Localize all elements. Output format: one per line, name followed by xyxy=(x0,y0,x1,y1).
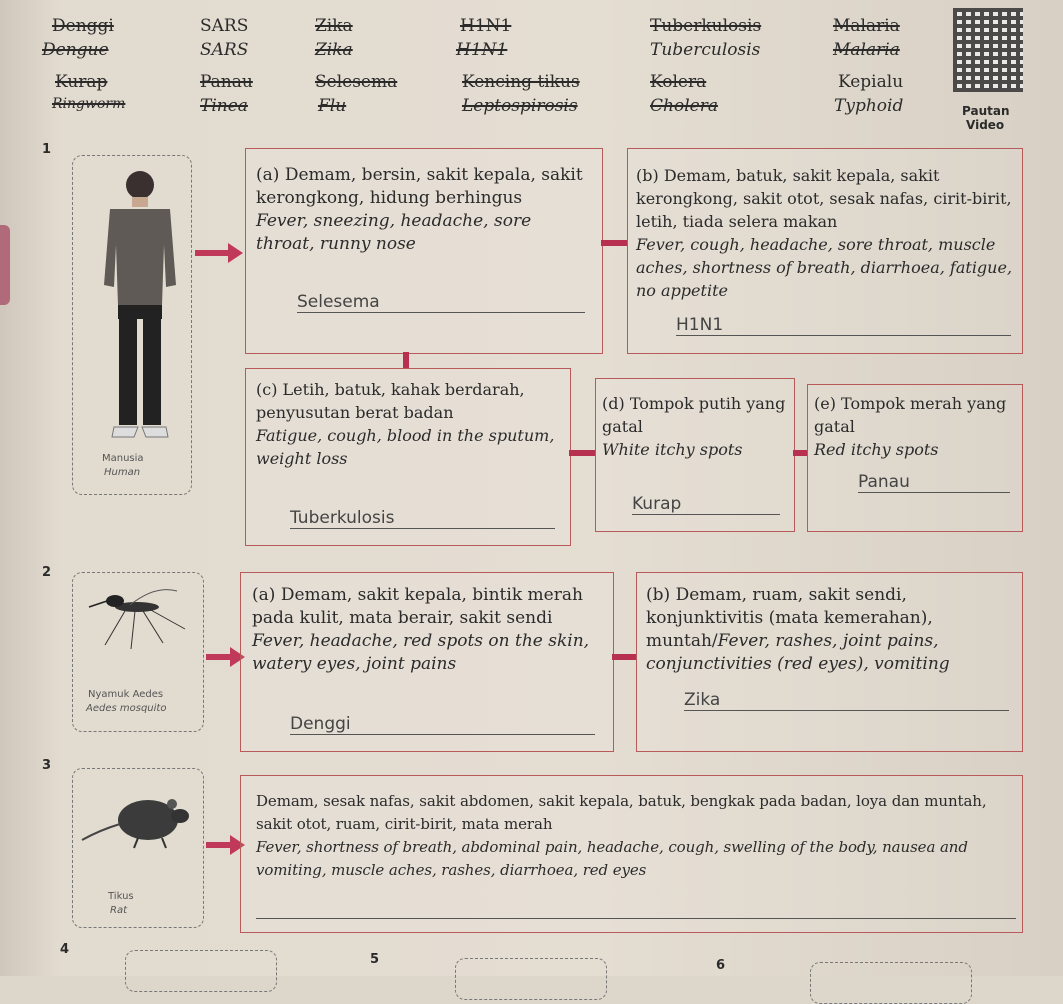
word-ms-11: Kolera xyxy=(650,72,707,92)
section-6-image-panel xyxy=(810,962,972,1004)
section-3-caption-en: Rat xyxy=(110,905,127,916)
section-1-c-en: Fatigue, cough, blood in the sputum, weight loss xyxy=(256,426,555,468)
section-2-a-text xyxy=(252,584,602,676)
qr-label-pautan: Pautan xyxy=(962,104,1010,118)
section-1-e-en: Red itchy spots xyxy=(814,440,939,459)
section-1-a-en: Fever, sneezing, headache, sore throat, runny nose xyxy=(256,211,532,254)
section-1-arrow xyxy=(195,250,229,256)
section-2-b-label: (b) xyxy=(646,585,671,605)
section-1-b-answer[interactable]: H1N1 xyxy=(676,315,1011,336)
section-2-caption-en: Aedes mosquito xyxy=(86,703,167,714)
section-1-caption-en: Human xyxy=(104,467,141,478)
section-3-answer[interactable] xyxy=(256,904,1016,919)
section-1-b-en: Fever, cough, headache, sore throat, muscle aches, shortness of breath, diarrhoea, fatigue, no appetite xyxy=(636,235,1013,300)
section-1-a-label: (a) xyxy=(256,165,280,185)
section-5-number: 5 xyxy=(370,952,380,967)
section-1-d-label: (d) xyxy=(602,394,625,413)
connector-a-c xyxy=(403,352,409,368)
section-1-a-ms: Demam, bersin, sakit kepala, sakit kerongkong, hidung berhingus xyxy=(256,165,583,208)
section-1-b-label: (b) xyxy=(636,166,659,185)
word-en-5: Tuberculosis xyxy=(650,40,761,60)
section-1-d-ms: Tompok putih yang gatal xyxy=(602,394,786,436)
section-1-b-text xyxy=(636,164,1016,302)
section-1-a-answer[interactable]: Selesema xyxy=(297,292,585,313)
word-ms-2: SARS xyxy=(200,16,249,36)
word-ms-9: Selesema xyxy=(315,72,398,92)
word-en-1: Dengue xyxy=(42,40,109,60)
section-4-number: 4 xyxy=(60,942,70,957)
word-ms-6: Malaria xyxy=(833,16,900,36)
rat-icon xyxy=(80,790,190,850)
section-1-number: 1 xyxy=(42,142,52,157)
section-1-c-answer[interactable]: Tuberkulosis xyxy=(290,508,555,529)
section-1-c-text xyxy=(256,378,556,470)
section-1-b-ms: Demam, batuk, sakit kepala, sakit kerongkong, sakit otot, sesak nafas, cirit-birit, letih, tiada selera makan xyxy=(636,166,1012,231)
word-en-6: Malaria xyxy=(833,40,900,60)
section-1-e-label: (e) xyxy=(814,394,836,413)
word-en-2: SARS xyxy=(200,40,249,60)
word-en-7: Ringworm xyxy=(52,96,126,112)
section-3-arrow xyxy=(206,842,231,848)
section-1-e-text xyxy=(814,392,1014,461)
section-2-a-label: (a) xyxy=(252,585,276,605)
word-ms-4: H1N1 xyxy=(460,16,512,36)
section-2-b-ms: Demam, ruam, sakit sendi, konjunktivitis (mata kemerahan), muntah/ xyxy=(646,585,933,651)
word-ms-1: Denggi xyxy=(52,16,114,36)
section-3-en: Fever, shortness of breath, abdominal pain, headache, cough, swelling of the body, nausea and vomiting, muscle aches, rashes, diarrhoea, red eyes xyxy=(256,838,968,879)
word-ms-12: Kepialu xyxy=(838,72,904,92)
section-1-e-ms: Tompok merah yang gatal xyxy=(814,394,1007,436)
word-ms-7: Kurap xyxy=(55,72,108,92)
section-5-image-panel xyxy=(455,958,607,1000)
section-1-c-ms: Letih, batuk, kahak berdarah, penyusutan berat badan xyxy=(256,380,525,422)
qr-code-icon[interactable] xyxy=(953,8,1023,92)
section-3-ms: Demam, sesak nafas, sakit abdomen, sakit kepala, batuk, bengkak pada badan, loya dan muntah, sakit otot, ruam, cirit-birit, mata merah xyxy=(256,792,987,833)
word-ms-10: Kencing tikus xyxy=(462,72,580,92)
word-ms-5: Tuberkulosis xyxy=(650,16,762,36)
mosquito-icon xyxy=(85,585,190,655)
word-en-11: Cholera xyxy=(650,96,718,116)
word-en-8: Tinea xyxy=(200,96,248,116)
section-2-number: 2 xyxy=(42,565,52,580)
section-1-d-answer[interactable]: Kurap xyxy=(632,494,780,515)
section-2-b-answer[interactable]: Zika xyxy=(684,690,1009,711)
section-2-a-en: Fever, headache, red spots on the skin, watery eyes, joint pains xyxy=(252,631,590,674)
section-2-arrow xyxy=(206,654,231,660)
section-1-d-en: White itchy spots xyxy=(602,440,743,459)
connector-d-e xyxy=(793,450,807,456)
section-3-number: 3 xyxy=(42,758,52,773)
section-4-image-panel xyxy=(125,950,277,992)
word-en-4: H1N1 xyxy=(456,40,508,60)
section-2-b-en: Fever, rashes, joint pains, conjunctivities (red eyes), vomiting xyxy=(646,631,950,674)
word-ms-3: Zika xyxy=(315,16,353,36)
section-3-caption-ms: Tikus xyxy=(108,891,134,902)
section-1-c-label: (c) xyxy=(256,380,278,399)
section-1-a-text xyxy=(256,164,586,256)
connector-a-b xyxy=(601,240,627,246)
human-figure-icon xyxy=(100,165,180,445)
section-6-number: 6 xyxy=(716,958,726,973)
qr-label-video: Video xyxy=(966,118,1005,132)
word-en-10: Leptospirosis xyxy=(462,96,578,116)
connector-c-d xyxy=(569,450,595,456)
side-tab-marker xyxy=(0,225,10,305)
section-1-d-text xyxy=(602,392,787,461)
word-en-12: Typhoid xyxy=(834,96,904,116)
word-ms-8: Panau xyxy=(200,72,253,92)
section-1-e-answer[interactable]: Panau xyxy=(858,472,1010,493)
section-2-a-ms: Demam, sakit kepala, bintik merah pada kulit, mata berair, sakit sendi xyxy=(252,585,583,628)
section-2-caption-ms: Nyamuk Aedes xyxy=(88,689,164,700)
word-en-9: Flu xyxy=(318,96,347,116)
section-1-caption-ms: Manusia xyxy=(102,453,144,464)
section-3-text xyxy=(256,790,1016,882)
section-2-b-text xyxy=(646,584,1014,676)
section-2-a-answer[interactable]: Denggi xyxy=(290,714,595,735)
word-en-3: Zika xyxy=(315,40,353,60)
connector-2a-2b xyxy=(612,654,636,660)
